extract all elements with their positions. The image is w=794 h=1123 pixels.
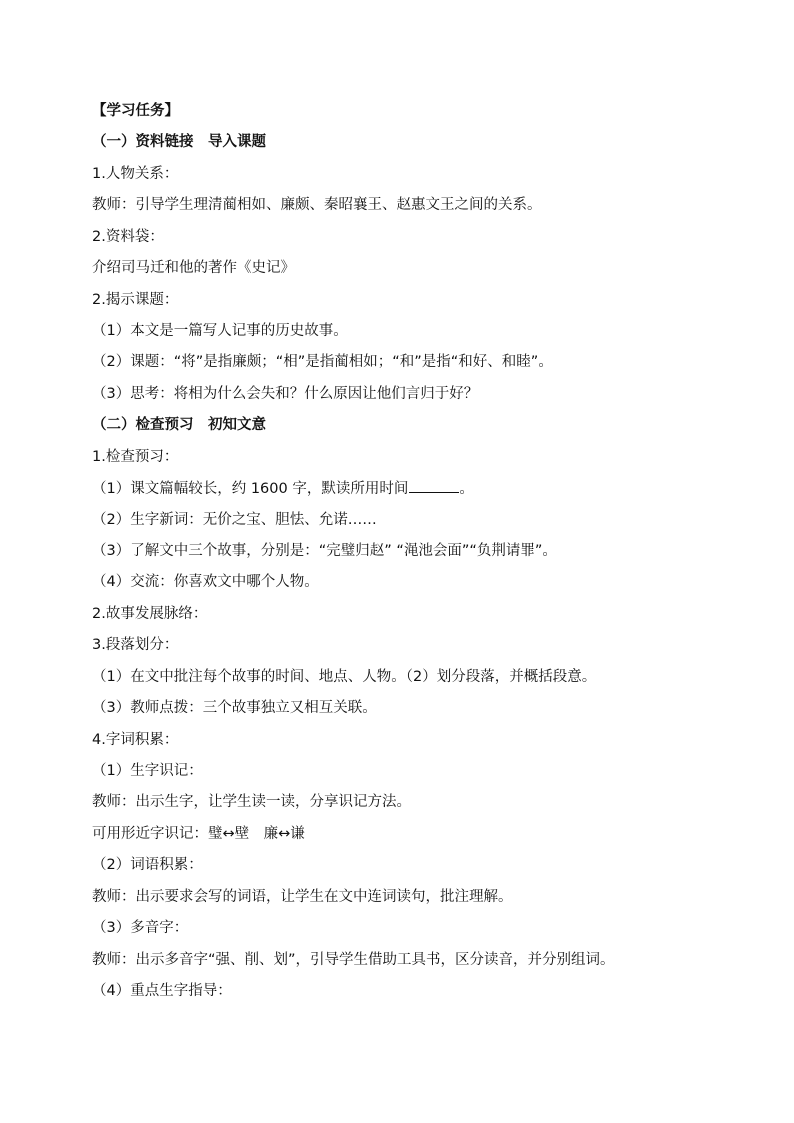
section-heading: 【学习任务】 bbox=[92, 103, 179, 119]
preview-point: （4）交流：你喜欢文中哪个人物。 bbox=[92, 574, 319, 590]
words-line: （1）生字识记： bbox=[92, 763, 203, 779]
fill-in-blank bbox=[409, 478, 459, 493]
item-text-resources: 介绍司马迁和他的著作《史记》 bbox=[92, 260, 295, 276]
section2-title: （二）检查预习 初知文意 bbox=[92, 417, 266, 433]
topic-point: （3）思考：将相为什么会失和？什么原因让他们言归于好？ bbox=[92, 386, 479, 402]
preview-point: （3）了解文中三个故事，分别是：“完璧归赵” “渑池会面”“负荆请罪”。 bbox=[92, 543, 557, 559]
words-line: （2）词语积累： bbox=[92, 857, 203, 873]
plot-label: 2.故事发展脉络： bbox=[92, 606, 208, 622]
words-line: （3）多音字： bbox=[92, 920, 189, 936]
preview-label: 1.检查预习： bbox=[92, 449, 179, 465]
preview-point: （2）生字新词：无价之宝、胆怯、允诺…… bbox=[92, 512, 377, 528]
topic-point: （1）本文是一篇写人记事的历史故事。 bbox=[92, 323, 348, 339]
words-label: 4.字词积累： bbox=[92, 732, 179, 748]
words-line: 教师：出示多音字“强、削、划”，引导学生借助工具书，区分读音，并分别组词。 bbox=[92, 952, 615, 968]
preview-point-text: （1）课文篇幅较长，约 1600 字，默读所用时间 bbox=[92, 481, 409, 497]
item-label-people: 1.人物关系： bbox=[92, 166, 179, 182]
paragraph-point: （3）教师点拨：三个故事独立又相互关联。 bbox=[92, 700, 377, 716]
words-line: 教师：出示生字，让学生读一读，分享识记方法。 bbox=[92, 794, 411, 810]
words-line: 可用形近字识记：璧↔壁 廉↔谦 bbox=[92, 826, 305, 842]
section1-title: （一）资料链接 导入课题 bbox=[92, 134, 266, 150]
topic-point: （2）课题：“将”是指廉颇；“相”是指蔺相如；“和”是指“和好、和睦”。 bbox=[92, 354, 553, 370]
item-label-topic: 2.揭示课题： bbox=[92, 292, 179, 308]
paragraph-label: 3.段落划分： bbox=[92, 637, 179, 653]
item-label-resources: 2.资料袋： bbox=[92, 229, 164, 245]
preview-point-reading-time bbox=[92, 478, 474, 499]
words-line: （4）重点生字指导： bbox=[92, 983, 232, 999]
preview-point-end: 。 bbox=[459, 481, 474, 497]
words-line: 教师：出示要求会写的词语，让学生在文中连词读句，批注理解。 bbox=[92, 889, 513, 905]
item-text-people: 教师：引导学生理清蔺相如、廉颇、秦昭襄王、赵惠文王之间的关系。 bbox=[92, 197, 542, 213]
paragraph-point: （1）在文中批注每个故事的时间、地点、人物。（2）划分段落，并概括段意。 bbox=[92, 669, 597, 685]
